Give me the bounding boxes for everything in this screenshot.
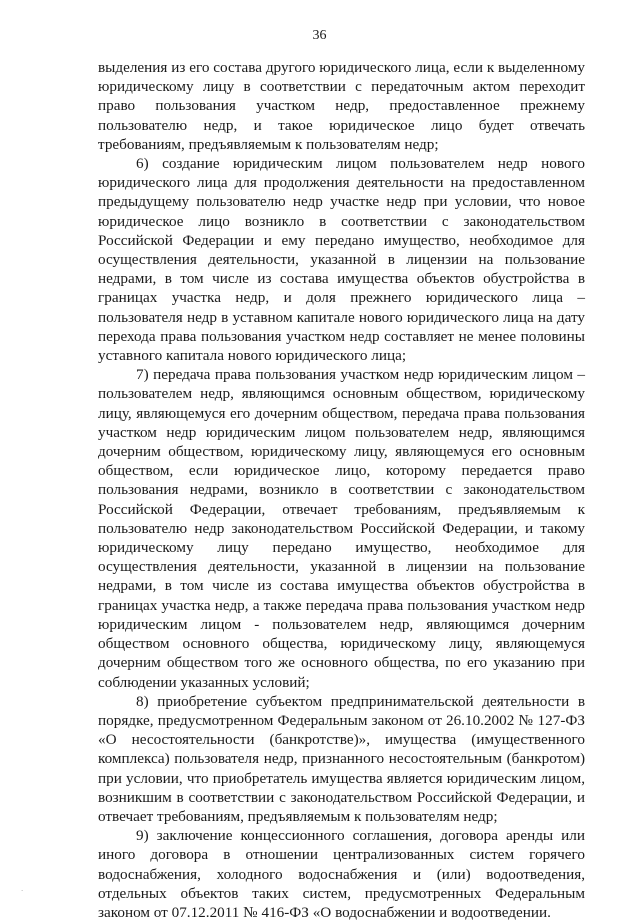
paragraph-item-9: 9) заключение концессионного соглашения, договора аренды или иного договора в отношении централизованных систем горячего водоснабжения, холодного водоснабжения и (или) водоотведения, отдельных объектов таких систем, предусмотренных Федеральным законом от 07.12.2011 № 416-ФЗ «О водоснабжении и водоотведении. <box>98 827 585 921</box>
document-body <box>98 58 585 922</box>
paragraph-item-7: 7) передача права пользования участком недр юридическим лицом – пользователем недр, являющимся основным обществом, юридическому лицу, являющемуся его дочерним обществом, передача права пользования участком недр юридическим лицом пользователем недр, являющимся дочерним обществом, юридическому лицу, являющемуся его основным обществом, если юридическое лицо, которому передается право пользования недрами, возникло в соответствии с законодательством Российской Федерации, отвечает требованиям, предъявляемым к пользователю недр законодательством Российской Федерации, и такому юридическому лицу передано имущество, необходимое для осуществления деятельности, указанной в лицензии на пользование недрами, в том числе из состава имущества объектов обустройства в границах участка недр, а также передача права пользования участком недр юридическим лицом - пользователем недр, являющимся дочерним обществом основного общества, юридическому лицу, являющемуся дочерним обществом того же основного общества, по его указанию при соблюдении указанных условий; <box>98 366 585 691</box>
page-number: 36 <box>312 28 327 43</box>
paragraph-continuation: выделения из его состава другого юридического лица, если к выделенному юридическому лицу в соответствии с передаточным актом переходит право пользования участком недр, предоставленное прежнему пользователю недр, и такое юридическое лицо будет отвечать требованиям, предъявляемым к пользователям недр; <box>98 59 585 153</box>
paragraph-item-6: 6) создание юридическим лицом пользователем недр нового юридического лица для продолжения деятельности на предоставленном предыдущему пользователю недр участке недр при условии, что новое юридическое лицо возникло в соответствии с законодательством Российской Федерации и ему передано имущество, необходимое для осуществления деятельности, указанной в лицензии на пользование недрами, в том числе из состава имущества объектов обустройства в границах участка недр, и доля прежнего юридического лица – пользователя недр в уставном капитале нового юридического лица на дату перехода права пользования участком недр составляет не менее половины уставного капитала нового юридического лица; <box>98 155 585 365</box>
paragraph-item-8: 8) приобретение субъектом предпринимательской деятельности в порядке, предусмотренном Федеральным законом от 26.10.2002 № 127-ФЗ «О несостоятельности (банкротстве)», имущества (имущественного комплекса) пользователя недр, признанного несостоятельным (банкротом) при условии, что приобретатель имущества является юридическим лицом, возникшим в соответствии с законодательством Российской Федерации, и отвечает требованиям, предъявляемым к пользователям недр; <box>98 692 585 825</box>
scan-artifact-mark: · <box>21 887 24 895</box>
